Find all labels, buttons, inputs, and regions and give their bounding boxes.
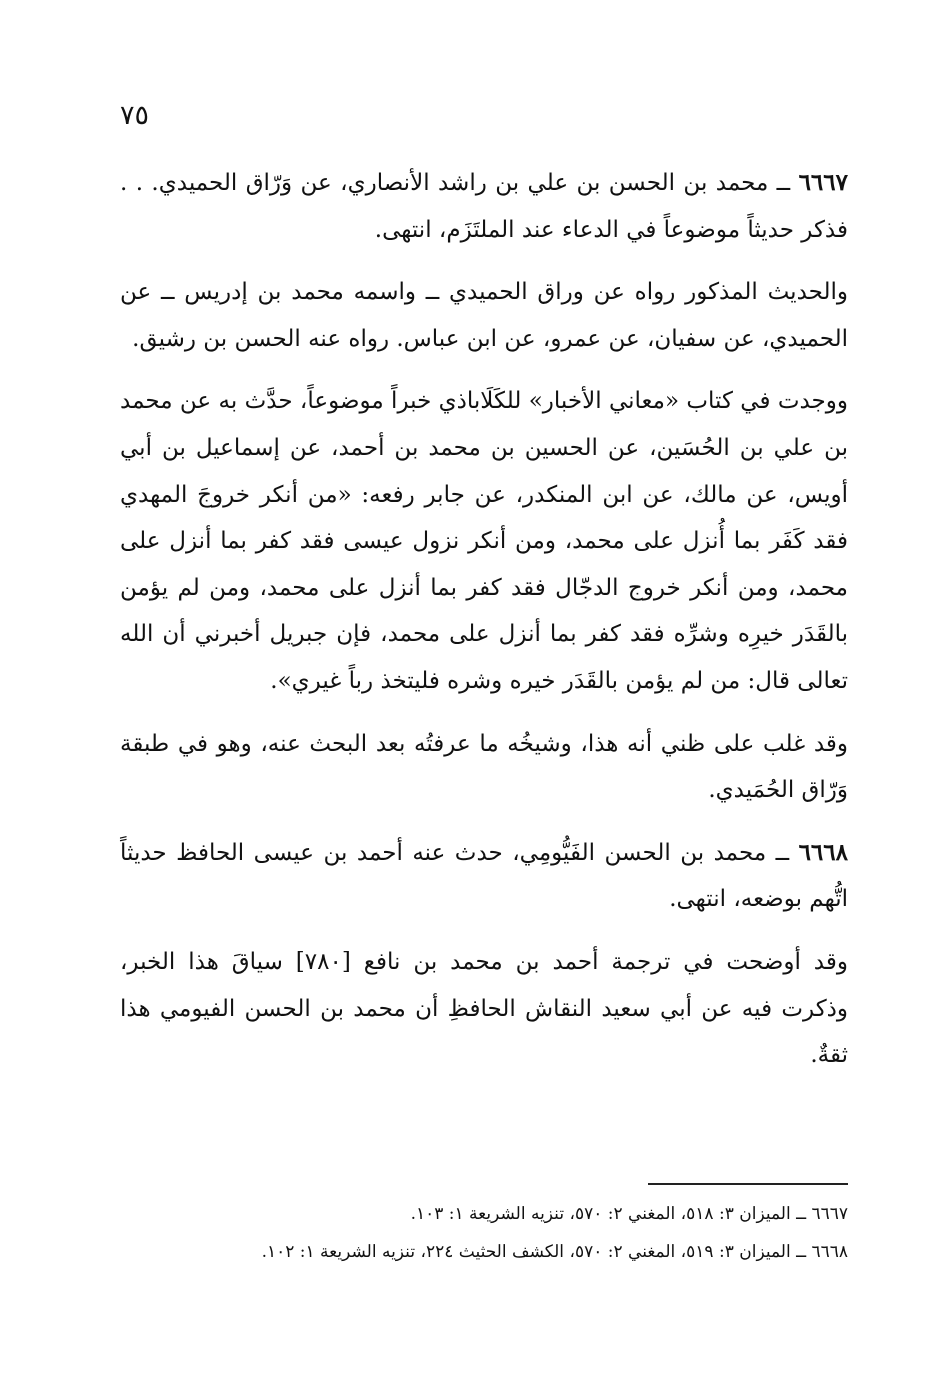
footnote-6668: ٦٦٦٨ ــ الميزان ٣: ٥١٩، المغني ٢: ٥٧٠، الكشف الحثيث ٢٢٤، تنزيه الشريعة ١: ١٠٢. [261, 1242, 848, 1262]
paragraph-text: ــ محمد بن الحسن بن علي بن راشد الأنصاري، عن وَرّاق الحميدي. . . فذكر حديثاً موضوعاً في الدعاء عند الملتَزَم، انتهى. [120, 170, 848, 243]
entry-number: ٦٦٦٧ [798, 169, 848, 196]
footnote-6667: ٦٦٦٧ ــ الميزان ٣: ٥١٨، المغني ٢: ٥٧٠، تنزيه الشريعة ١: ١٠٣. [410, 1204, 848, 1224]
paragraph [120, 939, 848, 1079]
paragraph-text: والحديث المذكور رواه عن وراق الحميدي ــ واسمه محمد بن إدريس ــ عن الحميدي، عن سفيان، عن عمرو، عن ابن عباس. رواه عنه الحسن بن رشيق. [120, 279, 848, 352]
entry-number: ٦٦٦٨ [798, 838, 848, 866]
footnotes [120, 1195, 848, 1271]
paragraph-text: وقد أوضحت في ترجمة أحمد بن محمد بن نافع [٧٨٠] سياقَ هذا الخبر، وذكرت فيه عن أبي سعيد النقاش الحافظِ أن محمد بن الحسن الفيومي هذا ثقةٌ. [120, 948, 848, 1069]
paragraph-text: ووجدت في كتاب «معاني الأخبار» للكَلَاباذي خبراً موضوعاً، حدَّث به عن محمد بن علي بن الحُسَين، عن الحسين بن محمد بن أحمد، عن إسماعيل بن أبي أويس، عن مالك، عن ابن المنكدر، عن جابر رفعه: «من أنكر خروجَ المهدي فقد كَفَر بما أُنزل على محمد، ومن أنكر نزول عيسى فقد كفر بما أنزل على محمد، ومن أنكر خروج الدجّال فقد كفر بما أنزل على محمد، ومن لم يؤمن بالقَدَر خيرِه وشرِّه فقد كفر بما أنزل على محمد، فإن جبريل أخبرني أن الله تعالى قال: من لم يؤمن بالقَدَر خيره وشره فليتخذ رباً غيري». [120, 388, 848, 694]
main-text [120, 160, 848, 1095]
paragraph [120, 378, 848, 704]
paragraph-entry-6668 [120, 830, 848, 923]
paragraph-text: ــ محمد بن الحسن الفَيُّومِي، حدث عنه أحمد بن عيسى الحافظ حديثاً اتُّهم بوضعه، انتهى. [120, 839, 848, 913]
paragraph-entry-6667 [120, 160, 848, 253]
page-number: ٧٥ [120, 100, 150, 131]
paragraph [120, 721, 848, 814]
paragraph [120, 269, 848, 362]
footnote-divider [648, 1183, 848, 1185]
paragraph-text: وقد غلب على ظني أنه هذا، وشيخُه ما عرفتُه بعد البحث عنه، وهو في طبقة وَرّاق الحُمَيدي. [120, 730, 848, 804]
